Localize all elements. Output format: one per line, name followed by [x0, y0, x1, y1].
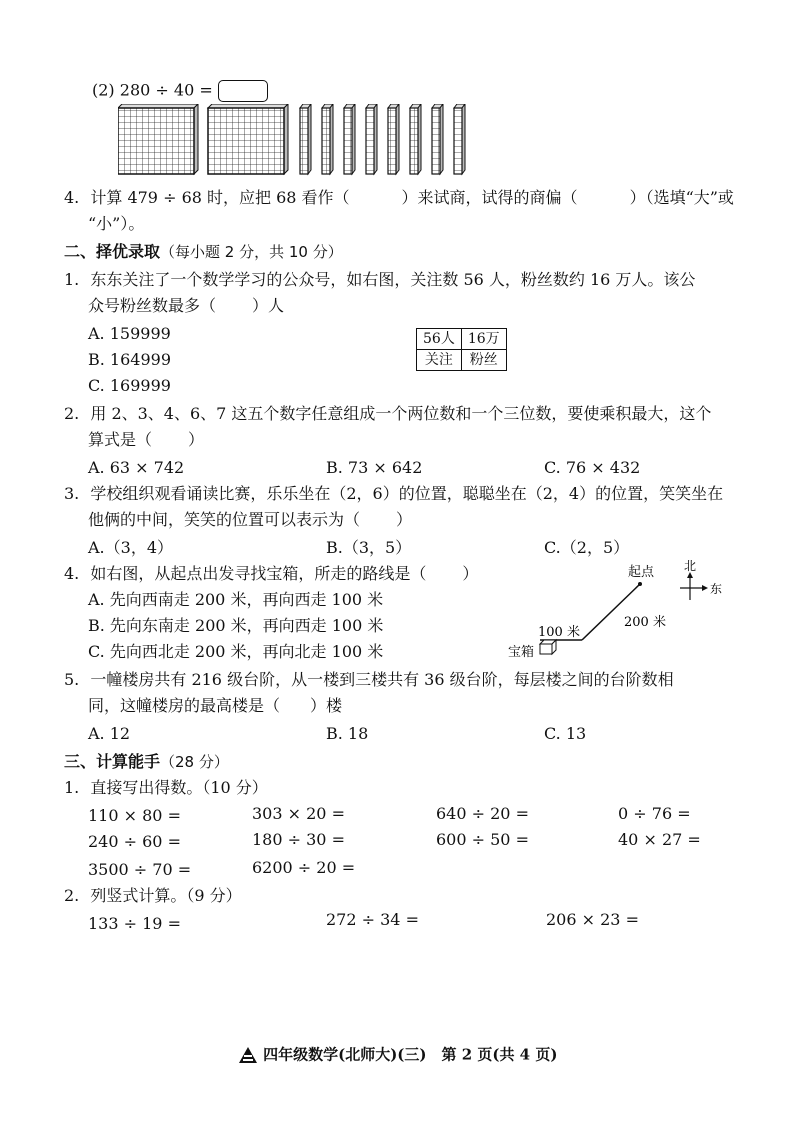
- q4-label: 4.: [64, 188, 80, 207]
- s2-q5-line2a: 同，这幢楼房的最高楼是（: [88, 696, 281, 715]
- s2-q1-line2: [88, 298, 284, 314]
- s2-q2-line2b: ）: [188, 430, 205, 449]
- s2-q5-option-c[interactable]: C. 13: [544, 724, 587, 743]
- s2-q5-label: 5.: [64, 670, 80, 689]
- s2-q1-option-b[interactable]: B. 164999: [88, 350, 172, 369]
- s3-q2-title: 列竖式计算。（9 分）: [90, 886, 242, 905]
- q4-line1: [64, 190, 734, 206]
- north-label: 北: [684, 559, 697, 573]
- calc-item: 640 ÷ 20 =: [436, 804, 529, 823]
- vertical-calc-item: 133 ÷ 19 =: [88, 914, 181, 933]
- calc-item: 3500 ÷ 70 =: [88, 860, 192, 879]
- publisher-logo-icon: [238, 1046, 258, 1064]
- compass-icon: [680, 572, 708, 600]
- ten-rods: [300, 104, 465, 174]
- fans-count: 16万: [461, 329, 506, 350]
- vertical-calc-item: 206 × 23 =: [546, 910, 639, 929]
- q4-text-a: 计算 479 ÷ 68 时，应把 68 看作（: [90, 188, 350, 207]
- s2-q3-text: 学校组织观看诵读比赛，乐乐坐在（2，6）的位置，聪聪坐在（2，4）的位置，笑笑坐在: [90, 484, 724, 503]
- s3-q1-header: [64, 780, 268, 796]
- s2-q1-line1: [64, 272, 695, 288]
- section2-title: 二、择优录取: [64, 242, 161, 261]
- section2-score: （每小题 2 分，共 10 分）: [160, 243, 343, 261]
- s2-q4-option-a[interactable]: A. 先向西南走 200 米，再向西走 100 米: [88, 590, 384, 609]
- s2-q2-line2a: 算式是（: [88, 430, 153, 449]
- treasure-label: 宝箱: [508, 645, 535, 660]
- s2-q5-option-b[interactable]: B. 18: [326, 724, 369, 743]
- s2-q4-option-c[interactable]: C. 先向西北走 200 米，再向北走 100 米: [88, 642, 384, 661]
- s2-q3-line2b: ）: [396, 510, 413, 529]
- q3-part2: [92, 80, 268, 102]
- s2-q4-line1: [64, 566, 478, 582]
- hundred-block-1: [118, 104, 198, 174]
- s2-q5-option-a[interactable]: A. 12: [88, 724, 131, 743]
- fans-table: [416, 328, 507, 371]
- s2-q2-line2: [88, 432, 204, 448]
- calc-item: 0 ÷ 76 =: [618, 804, 691, 823]
- q4-text-d: “小”）。: [88, 214, 145, 233]
- s2-q2-option-c[interactable]: C. 76 × 432: [544, 458, 641, 477]
- distance-100m: 100 米: [538, 625, 580, 640]
- s2-q5-text: 一幢楼房共有 216 级台阶，从一楼到三楼共有 36 级台阶，每层楼之间的台阶数相: [90, 670, 674, 689]
- s2-q5-line2b: ）楼: [310, 696, 343, 715]
- s2-q1-line2b: ）人: [252, 296, 285, 315]
- s3-q2-label: 2.: [64, 886, 80, 905]
- section3-score: （28 分）: [160, 753, 229, 771]
- s2-q3-option-b[interactable]: B.（3，5）: [326, 538, 412, 557]
- s2-q2-line1: [64, 406, 711, 422]
- calc-item: 303 × 20 =: [252, 804, 345, 823]
- s2-q4-close: ）: [462, 564, 479, 583]
- calc-item: 110 × 80 =: [88, 806, 181, 825]
- section3-title: 三、计算能手: [64, 752, 161, 771]
- fans-label: 粉丝: [461, 350, 506, 371]
- s3-q1-title: 直接写出得数。（10 分）: [90, 778, 268, 797]
- answer-box[interactable]: [218, 80, 268, 102]
- hundred-block-2: [208, 104, 288, 174]
- s2-q1-line2a: 众号粉丝数最多（: [88, 296, 217, 315]
- s2-q3-option-c[interactable]: C.（2，5）: [544, 538, 630, 557]
- calc-item: 180 ÷ 30 =: [252, 830, 345, 849]
- s2-q4-option-b[interactable]: B. 先向东南走 200 米，再向西走 100 米: [88, 616, 384, 635]
- s2-q1-option-c[interactable]: C. 169999: [88, 376, 171, 395]
- s2-q1-text: 东东关注了一个数学学习的公众号，如右图，关注数 56 人，粉丝数约 16 万人。该公: [90, 270, 696, 289]
- route-200m: [582, 584, 640, 640]
- q4-text-b: ）来试商，试得的商偏（: [401, 188, 578, 207]
- s3-q1-label: 1.: [64, 778, 80, 797]
- start-label: 起点: [628, 565, 655, 580]
- s2-q1-label: 1.: [64, 270, 80, 289]
- s2-q3-label: 3.: [64, 484, 80, 503]
- s2-q3-line2a: 他俩的中间，笑笑的位置可以表示为（: [88, 510, 361, 529]
- section2-header: [64, 244, 343, 260]
- s2-q3-line2: [88, 512, 412, 528]
- distance-200m: 200 米: [624, 615, 666, 630]
- calc-item: 6200 ÷ 20 =: [252, 858, 356, 877]
- treasure-box-icon: [540, 640, 556, 654]
- east-label: 东: [710, 582, 723, 596]
- q4-text-c: ）（选填“大”或: [629, 188, 734, 207]
- s2-q2-label: 2.: [64, 404, 80, 423]
- q3-part2-expression: 280 ÷ 40 =: [119, 80, 213, 100]
- s2-q3-line1: [64, 486, 723, 502]
- q3-part2-label: (2): [92, 80, 115, 100]
- section3-header: [64, 754, 229, 770]
- calc-item: 600 ÷ 50 =: [436, 830, 529, 849]
- s2-q2-option-a[interactable]: A. 63 × 742: [88, 458, 185, 477]
- s2-q4-text: 如右图，从起点出发寻找宝箱，所走的路线是（: [90, 564, 427, 583]
- footer: [238, 1046, 557, 1064]
- s2-q2-option-b[interactable]: B. 73 × 642: [326, 458, 423, 477]
- base-ten-blocks-illustration: [118, 104, 478, 176]
- follow-label: 关注: [417, 350, 462, 371]
- footer-text: 四年级数学(北师大)(三) 第 2 页(共 4 页): [263, 1045, 558, 1064]
- vertical-calc-item: 272 ÷ 34 =: [326, 910, 419, 929]
- s2-q5-line2: [88, 698, 342, 714]
- route-map: [500, 556, 730, 666]
- follow-count: 56人: [417, 329, 462, 350]
- s2-q3-option-a[interactable]: A.（3，4）: [88, 538, 174, 557]
- calc-item: 40 × 27 =: [618, 830, 701, 849]
- calc-item: 240 ÷ 60 =: [88, 832, 181, 851]
- s2-q5-line1: [64, 672, 674, 688]
- s3-q2-header: [64, 888, 242, 904]
- s2-q4-label: 4.: [64, 564, 80, 583]
- s2-q1-option-a[interactable]: A. 159999: [88, 324, 171, 343]
- s2-q2-text: 用 2、3、4、6、7 这五个数字任意组成一个两位数和一个三位数，要使乘积最大，这个: [90, 404, 712, 423]
